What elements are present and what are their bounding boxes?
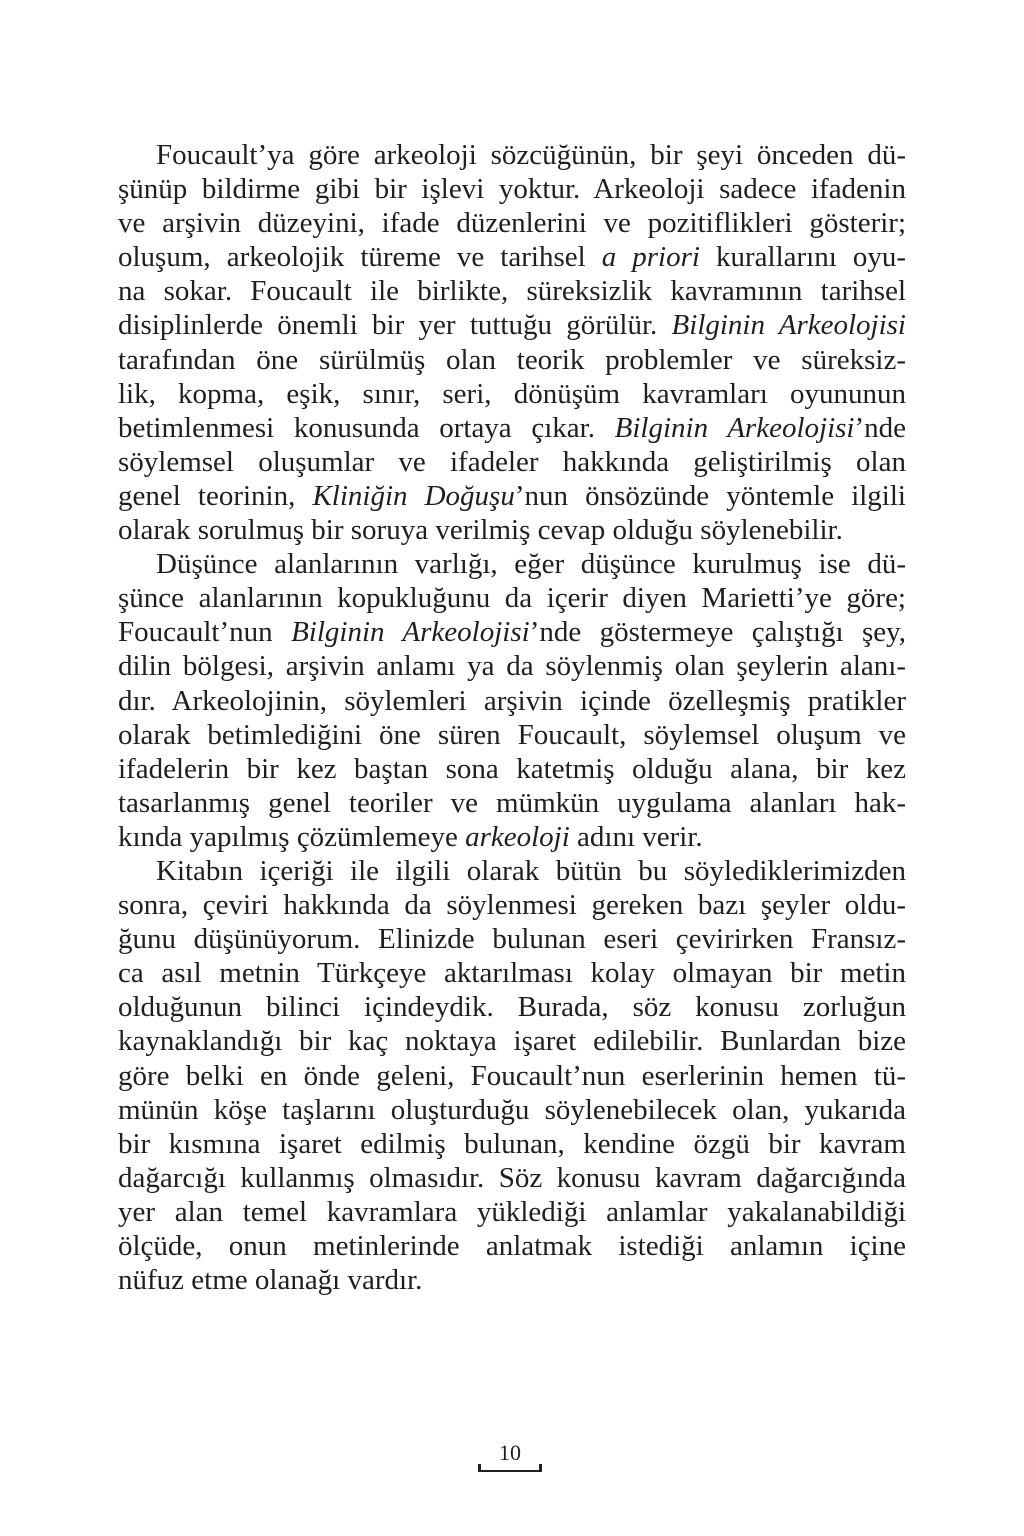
text-line	[118, 343, 906, 377]
text-run: bir kısmına işaret edilmiş bulunan, kendine özgü bir kavram	[118, 1127, 906, 1160]
text-run: genel teorinin,	[118, 479, 313, 512]
italic-title: a priori	[601, 241, 700, 274]
text-run: betimlenmesi konusunda ortaya çıkar.	[118, 411, 615, 444]
paragraph	[118, 854, 906, 1297]
text-run: na sokar. Foucault ile birlikte, süreksizlik kavramının tarihsel	[118, 275, 906, 308]
text-run: adını verir.	[569, 820, 703, 853]
text-line	[118, 718, 906, 752]
italic-title: Kliniğin Doğuşu	[312, 479, 515, 512]
text-run: dağarcığı kullanmış olmasıdır. Söz konusu kavram dağarcığında	[118, 1161, 906, 1194]
text-run: nüfuz etme olanağı vardır.	[118, 1264, 423, 1297]
text-line	[118, 820, 906, 854]
page-number-rule	[478, 1470, 542, 1472]
text-line	[118, 649, 906, 683]
text-run: şünüp bildirme gibi bir işlevi yoktur. Arkeoloji sadece ifadenin	[118, 173, 906, 206]
text-line	[118, 1229, 906, 1263]
text-line	[118, 1093, 906, 1127]
italic-title: Bilginin Arkeolojisi	[671, 309, 906, 342]
text-run: olarak sorulmuş bir soruya verilmiş cevap olduğu söylenebilir.	[118, 514, 843, 547]
text-line	[118, 1059, 906, 1093]
text-run: göre belki en önde geleni, Foucault’nun eserlerinin hemen tü-	[118, 1059, 906, 1092]
text-run: kaynaklandığı bir kaç noktaya işaret edilebilir. Bunlardan bize	[118, 1025, 906, 1058]
text-line	[118, 1161, 906, 1195]
text-run: kurallarını oyu-	[699, 241, 906, 274]
text-run: münün köşe taşlarını oluşturduğu söylenebilecek olan, yukarıda	[118, 1093, 906, 1126]
text-line	[118, 274, 906, 308]
text-run: yer alan temel kavramlara yüklediği anlamlar yakalanabildiği	[118, 1195, 906, 1228]
text-line	[118, 240, 906, 274]
text-line	[118, 1195, 906, 1229]
text-run: Foucault’ya göre arkeoloji sözcüğünün, bir şeyi önceden dü-	[156, 139, 906, 171]
text-line	[118, 854, 906, 888]
text-line	[118, 308, 906, 342]
text-run: şünce alanlarının kopukluğunu da içerir diyen Marietti’ye göre;	[118, 582, 906, 615]
text-line	[118, 752, 906, 786]
italic-title: arkeoloji	[465, 820, 570, 853]
paragraph	[118, 138, 906, 547]
text-line	[118, 547, 906, 581]
text-line	[118, 1127, 906, 1161]
text-line	[118, 922, 906, 956]
text-line	[118, 377, 906, 411]
text-run: söylemsel oluşumlar ve ifadeler hakkında geliştirilmiş olan	[118, 445, 906, 478]
text-run: tarafından öne sürülmüş olan teorik problemler ve süreksiz-	[118, 343, 906, 376]
text-run: ’nun önsözünde yöntemle ilgili	[514, 479, 906, 512]
text-run: ölçüde, onun metinlerinde anlatmak istediği anlamın içine	[118, 1230, 906, 1262]
text-run: oluşum, arkeolojik türeme ve tarihsel	[118, 241, 602, 274]
text-line	[118, 172, 906, 206]
text-run: ca asıl metnin Türkçeye aktarılması kolay olmayan bir metin	[118, 957, 906, 990]
text-line	[118, 1263, 906, 1297]
text-line	[118, 786, 906, 820]
text-line	[118, 138, 906, 172]
text-line	[118, 615, 906, 649]
page-footer	[474, 1438, 546, 1478]
text-line	[118, 956, 906, 990]
page-number-ornament-right	[539, 1464, 542, 1472]
text-line	[118, 445, 906, 479]
text-run: ’nde göstermeye çalıştığı şey,	[529, 616, 906, 649]
body-text	[118, 138, 906, 1297]
text-run: kında yapılmış çözümlemeye	[118, 820, 466, 853]
text-run: ’nde	[854, 411, 906, 444]
text-run: Foucault’nun	[118, 616, 292, 649]
text-line	[118, 888, 906, 922]
text-run: dır. Arkeolojinin, söylemleri arşivin içinde özelleşmiş pratikler	[118, 684, 906, 717]
text-line	[118, 411, 906, 445]
italic-title: Bilginin Arkeolojisi	[614, 411, 855, 444]
text-run: Kitabın içeriği ile ilgili olarak bütün bu söylediklerimizden	[156, 854, 906, 887]
text-run: olduğunun bilinci içindeydik. Burada, söz konusu zorluğun	[118, 991, 906, 1024]
italic-title: Bilginin Arkeolojisi	[291, 616, 530, 649]
paragraph	[118, 547, 906, 854]
page-number: 10	[499, 1440, 521, 1465]
text-line	[118, 206, 906, 240]
text-run: Düşünce alanlarının varlığı, eğer düşünce kurulmuş ise dü-	[156, 548, 906, 581]
text-line	[118, 990, 906, 1024]
text-run: tasarlanmış genel teoriler ve mümkün uygulama alanları hak-	[118, 786, 906, 819]
text-line	[118, 581, 906, 615]
text-run: ve arşivin düzeyini, ifade düzenlerini ve pozitiflikleri gösterir;	[118, 207, 906, 240]
text-line	[118, 684, 906, 718]
text-run: sonra, çeviri hakkında da söylenmesi gereken bazı şeyler oldu-	[118, 889, 906, 922]
text-run: lik, kopma, eşik, sınır, seri, dönüşüm kavramları oyununun	[118, 377, 906, 410]
text-run: olarak betimlediğini öne süren Foucault, söylemsel oluşum ve	[118, 718, 906, 751]
text-run: disiplinlerde önemli bir yer tuttuğu görülür.	[118, 309, 672, 342]
text-run: ifadelerin bir kez baştan sona katetmiş olduğu alana, bir kez	[118, 752, 906, 785]
text-line	[118, 513, 906, 547]
text-run: dilin bölgesi, arşivin anlamı ya da söylenmiş olan şeylerin alanı-	[118, 650, 906, 683]
text-line	[118, 1024, 906, 1058]
text-run: ğunu düşünüyorum. Elinizde bulunan eseri çevirirken Fransız-	[118, 923, 906, 956]
text-line	[118, 479, 906, 513]
